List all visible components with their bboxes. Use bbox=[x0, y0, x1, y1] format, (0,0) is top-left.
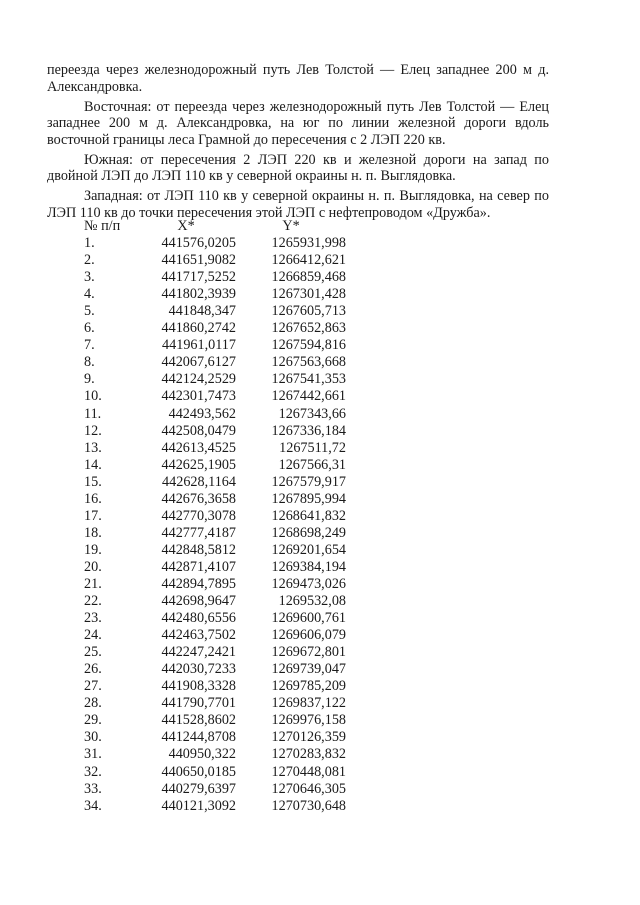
x-coordinate: 441651,9082 bbox=[161, 252, 236, 269]
y-coordinate: 1269976,158 bbox=[271, 712, 346, 729]
table-header-row bbox=[84, 218, 346, 235]
table-row bbox=[84, 781, 346, 798]
y-coordinate: 1270126,359 bbox=[271, 729, 346, 746]
row-number: 33. bbox=[84, 780, 102, 797]
y-coordinate: 1269785,209 bbox=[271, 678, 346, 695]
x-coordinate: 442625,1905 bbox=[161, 456, 236, 473]
x-coordinate: 441860,2742 bbox=[161, 320, 236, 337]
y-coordinate: 1270730,648 bbox=[271, 797, 346, 814]
table-row bbox=[84, 712, 346, 729]
row-number: 10. bbox=[84, 388, 102, 405]
header-x: X* bbox=[177, 218, 195, 234]
row-number: 17. bbox=[84, 507, 102, 524]
table-row bbox=[84, 525, 346, 542]
x-coordinate: 441908,3328 bbox=[161, 678, 236, 695]
table-row bbox=[84, 508, 346, 525]
row-number: 21. bbox=[84, 575, 102, 592]
paragraph-continuation: переезда через железнодорожный путь Лев Толстой — Елец западнее 200 м д. Александровка. bbox=[47, 62, 549, 95]
y-coordinate: 1270283,832 bbox=[271, 746, 346, 763]
row-number: 31. bbox=[84, 746, 102, 763]
y-coordinate: 1267652,863 bbox=[271, 320, 346, 337]
coordinates-table bbox=[84, 218, 346, 815]
header-number: № п/п bbox=[84, 218, 121, 234]
row-number: 5. bbox=[84, 303, 95, 320]
x-coordinate: 442463,7502 bbox=[161, 627, 236, 644]
table-row bbox=[84, 406, 346, 423]
table-row bbox=[84, 661, 346, 678]
row-number: 4. bbox=[84, 286, 95, 303]
header-y: Y* bbox=[282, 218, 300, 234]
y-coordinate: 1267541,353 bbox=[271, 371, 346, 388]
paragraph-west-boundary: Западная: от ЛЭП 110 кв у северной окраины н. п. Выглядовка, на север по ЛЭП 110 кв до точки пересечения этой ЛЭП с нефтепроводом «Дружба». bbox=[47, 188, 549, 221]
y-coordinate: 1267895,994 bbox=[271, 490, 346, 507]
x-coordinate: 442613,4525 bbox=[161, 439, 236, 456]
x-coordinate: 441576,0205 bbox=[161, 235, 236, 252]
y-coordinate: 1265931,998 bbox=[271, 235, 346, 252]
row-number: 1. bbox=[84, 235, 95, 252]
x-coordinate: 442480,6556 bbox=[161, 610, 236, 627]
y-coordinate: 1270646,305 bbox=[271, 780, 346, 797]
table-row bbox=[84, 337, 346, 354]
x-coordinate: 442301,7473 bbox=[161, 388, 236, 405]
y-coordinate: 1267511,72 bbox=[279, 439, 346, 456]
y-coordinate: 1269672,801 bbox=[271, 644, 346, 661]
coordinates-table-container bbox=[84, 218, 404, 815]
boundary-description bbox=[47, 62, 549, 225]
row-number: 27. bbox=[84, 678, 102, 695]
table-row bbox=[84, 593, 346, 610]
table-row bbox=[84, 678, 346, 695]
x-coordinate: 442676,3658 bbox=[161, 490, 236, 507]
row-number: 20. bbox=[84, 558, 102, 575]
row-number: 28. bbox=[84, 695, 102, 712]
x-coordinate: 442493,562 bbox=[168, 405, 236, 422]
y-coordinate: 1267301,428 bbox=[271, 286, 346, 303]
x-coordinate: 440279,6397 bbox=[161, 780, 236, 797]
row-number: 11. bbox=[84, 405, 102, 422]
table-row bbox=[84, 746, 346, 763]
table-row bbox=[84, 695, 346, 712]
x-coordinate: 441802,3939 bbox=[161, 286, 236, 303]
row-number: 19. bbox=[84, 541, 102, 558]
table-row bbox=[84, 354, 346, 371]
y-coordinate: 1267563,668 bbox=[271, 354, 346, 371]
row-number: 15. bbox=[84, 473, 102, 490]
x-coordinate: 442030,7233 bbox=[161, 661, 236, 678]
paragraph-south-boundary: Южная: от пересечения 2 ЛЭП 220 кв и железной дороги на запад по двойной ЛЭП до ЛЭП 110 кв у северной окраины н. п. Выглядовка. bbox=[47, 151, 549, 184]
x-coordinate: 442777,4187 bbox=[161, 524, 236, 541]
row-number: 30. bbox=[84, 729, 102, 746]
table-row bbox=[84, 559, 346, 576]
table-row bbox=[84, 491, 346, 508]
y-coordinate: 1267605,713 bbox=[271, 303, 346, 320]
row-number: 3. bbox=[84, 269, 95, 286]
table-row bbox=[84, 576, 346, 593]
x-coordinate: 442628,1164 bbox=[162, 473, 236, 490]
table-row bbox=[84, 303, 346, 320]
y-coordinate: 1267442,661 bbox=[271, 388, 346, 405]
row-number: 12. bbox=[84, 422, 102, 439]
x-coordinate: 442770,3078 bbox=[161, 507, 236, 524]
row-number: 13. bbox=[84, 439, 102, 456]
y-coordinate: 1269532,08 bbox=[278, 593, 346, 610]
x-coordinate: 441528,8602 bbox=[161, 712, 236, 729]
x-coordinate: 442698,9647 bbox=[161, 593, 236, 610]
row-number: 7. bbox=[84, 337, 95, 354]
x-coordinate: 442067,6127 bbox=[161, 354, 236, 371]
row-number: 26. bbox=[84, 661, 102, 678]
table-row bbox=[84, 474, 346, 491]
y-coordinate: 1267343,66 bbox=[278, 405, 346, 422]
y-coordinate: 1269473,026 bbox=[271, 575, 346, 592]
table-row bbox=[84, 798, 346, 815]
table-row bbox=[84, 440, 346, 457]
row-number: 32. bbox=[84, 763, 102, 780]
row-number: 29. bbox=[84, 712, 102, 729]
y-coordinate: 1269201,654 bbox=[271, 541, 346, 558]
row-number: 34. bbox=[84, 797, 102, 814]
y-coordinate: 1269600,761 bbox=[271, 610, 346, 627]
y-coordinate: 1269837,122 bbox=[271, 695, 346, 712]
table-row bbox=[84, 610, 346, 627]
table-row bbox=[84, 235, 346, 252]
x-coordinate: 442124,2529 bbox=[161, 371, 236, 388]
x-coordinate: 441717,5252 bbox=[161, 269, 236, 286]
table-row bbox=[84, 286, 346, 303]
table-row bbox=[84, 457, 346, 474]
x-coordinate: 441848,347 bbox=[168, 303, 236, 320]
x-coordinate: 442871,4107 bbox=[161, 558, 236, 575]
x-coordinate: 440121,3092 bbox=[161, 797, 236, 814]
x-coordinate: 442848,5812 bbox=[161, 541, 236, 558]
table-row bbox=[84, 371, 346, 388]
y-coordinate: 1268641,832 bbox=[271, 507, 346, 524]
y-coordinate: 1266412,621 bbox=[271, 252, 346, 269]
row-number: 25. bbox=[84, 644, 102, 661]
row-number: 2. bbox=[84, 252, 95, 269]
row-number: 24. bbox=[84, 627, 102, 644]
y-coordinate: 1267579,917 bbox=[271, 473, 346, 490]
x-coordinate: 441790,7701 bbox=[161, 695, 236, 712]
y-coordinate: 1269606,079 bbox=[271, 627, 346, 644]
table-row bbox=[84, 388, 346, 405]
y-coordinate: 1267594,816 bbox=[271, 337, 346, 354]
x-coordinate: 442247,2421 bbox=[161, 644, 236, 661]
y-coordinate: 1266859,468 bbox=[271, 269, 346, 286]
y-coordinate: 1267566,31 bbox=[278, 456, 346, 473]
x-coordinate: 440650,0185 bbox=[161, 763, 236, 780]
row-number: 22. bbox=[84, 593, 102, 610]
table-body bbox=[84, 235, 346, 815]
y-coordinate: 1269739,047 bbox=[271, 661, 346, 678]
row-number: 8. bbox=[84, 354, 95, 371]
table-row bbox=[84, 423, 346, 440]
table-row bbox=[84, 542, 346, 559]
row-number: 18. bbox=[84, 524, 102, 541]
x-coordinate: 442894,7895 bbox=[161, 575, 236, 592]
table-row bbox=[84, 644, 346, 661]
row-number: 23. bbox=[84, 610, 102, 627]
y-coordinate: 1268698,249 bbox=[271, 524, 346, 541]
table-row bbox=[84, 627, 346, 644]
table-row bbox=[84, 729, 346, 746]
table-row bbox=[84, 252, 346, 269]
x-coordinate: 442508,0479 bbox=[161, 422, 236, 439]
row-number: 9. bbox=[84, 371, 95, 388]
x-coordinate: 441961,0117 bbox=[162, 337, 236, 354]
table-row bbox=[84, 320, 346, 337]
y-coordinate: 1270448,081 bbox=[271, 763, 346, 780]
row-number: 16. bbox=[84, 490, 102, 507]
table-row bbox=[84, 269, 346, 286]
y-coordinate: 1269384,194 bbox=[271, 558, 346, 575]
y-coordinate: 1267336,184 bbox=[271, 422, 346, 439]
table-row bbox=[84, 764, 346, 781]
row-number: 6. bbox=[84, 320, 95, 337]
x-coordinate: 440950,322 bbox=[168, 746, 236, 763]
row-number: 14. bbox=[84, 456, 102, 473]
x-coordinate: 441244,8708 bbox=[161, 729, 236, 746]
paragraph-east-boundary: Восточная: от переезда через железнодорожный путь Лев Толстой — Елец западнее 200 м д. Александровка, на юг по линии железной дороги вдоль восточной границы леса Грамной до пересечения с 2 ЛЭП 220 кв. bbox=[47, 98, 549, 148]
